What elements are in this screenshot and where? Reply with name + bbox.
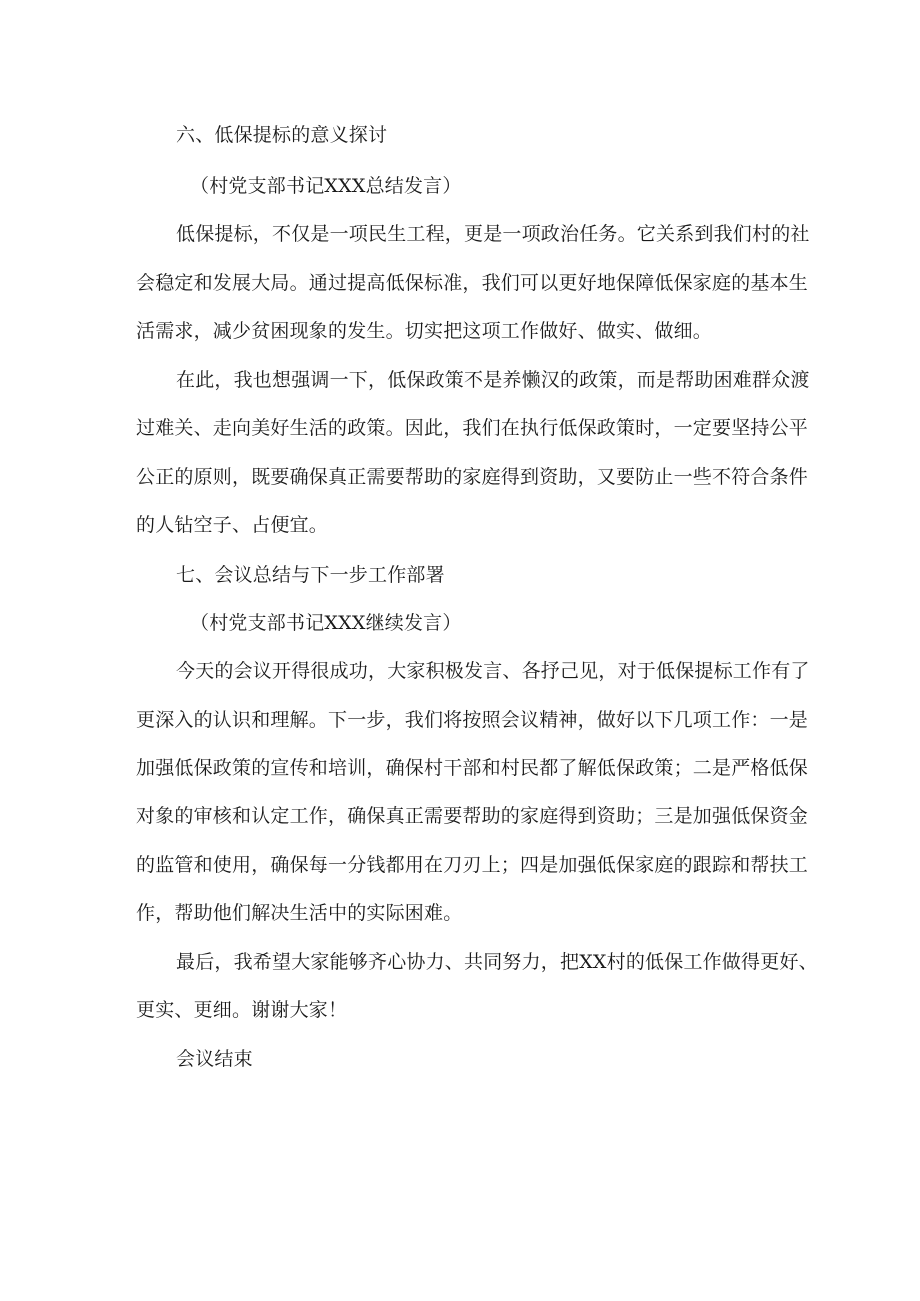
- paragraph-line: 更深入的认识和理解。下一步，我们将按照会议精神，做好以下几项工作：一是: [136, 709, 809, 731]
- paragraph-line: 今天的会议开得很成功，大家积极发言、各抒己见，对于低保提标工作有了: [176, 660, 810, 682]
- paragraph-line: 低保提标，不仅是一项民生工程，更是一项政治任务。它关系到我们村的社: [176, 223, 810, 245]
- paragraph-line: 公正的原则，既要确保真正需要帮助的家庭得到资助，又要防止一些不符合条件: [136, 466, 809, 488]
- paragraph-line: 会稳定和发展大局。通过提高低保标准，我们可以更好地保障低保家庭的基本生: [136, 272, 809, 294]
- speaker-note: （村党支部书记XXX继续发言）: [190, 612, 462, 634]
- section-heading: 六、低保提标的意义探讨: [176, 124, 388, 146]
- paragraph-line: 作，帮助他们解决生活中的实际困难。: [136, 902, 463, 924]
- closing-text: 会议结束: [176, 1048, 253, 1070]
- paragraph-line: 对象的审核和认定工作，确保真正需要帮助的家庭得到资助；三是加强低保资金: [136, 805, 809, 827]
- paragraph-line: 最后，我希望大家能够齐心协力、共同努力，把XX村的低保工作做得更好、: [176, 951, 818, 973]
- paragraph-line: 的监管和使用，确保每一分钱都用在刀刃上；四是加强低保家庭的跟踪和帮扶工: [136, 854, 809, 876]
- speaker-note: （村党支部书记XXX总结发言）: [190, 175, 462, 197]
- paragraph-line: 在此，我也想强调一下，低保政策不是养懒汉的政策，而是帮助困难群众渡: [176, 369, 810, 391]
- paragraph-line: 过难关、走向美好生活的政策。因此，我们在执行低保政策时，一定要坚持公平: [136, 417, 809, 439]
- section-heading: 七、会议总结与下一步工作部署: [176, 564, 445, 586]
- paragraph-line: 更实、更细。谢谢大家！: [136, 999, 348, 1021]
- paragraph-line: 加强低保政策的宣传和培训，确保村干部和村民都了解低保政策；二是严格低保: [136, 757, 809, 779]
- paragraph-line: 的人钻空子、占便宜。: [136, 514, 329, 536]
- paragraph-line: 活需求，减少贫困现象的发生。切实把这项工作做好、做实、做细。: [136, 320, 713, 342]
